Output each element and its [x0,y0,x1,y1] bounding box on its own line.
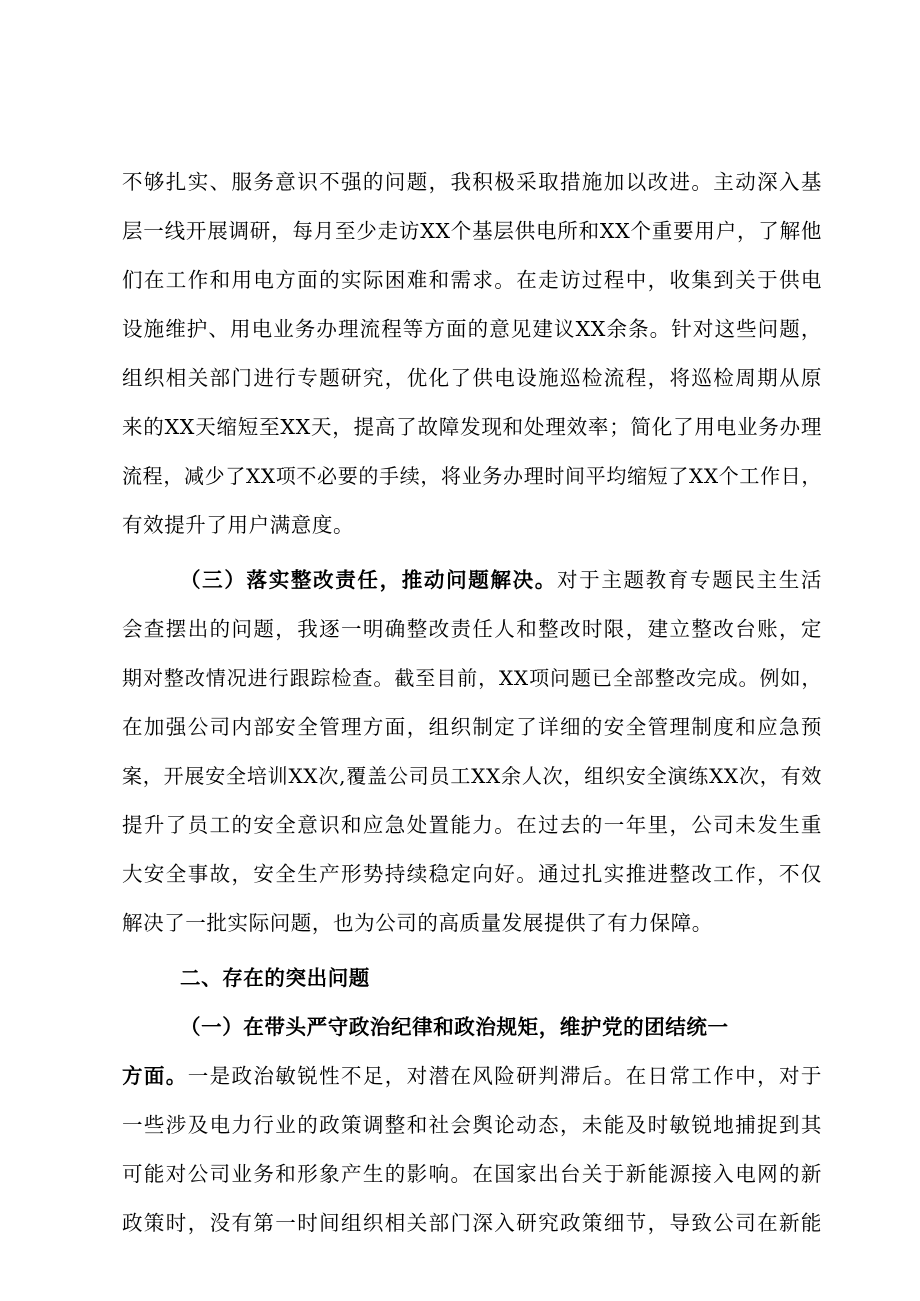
paragraph1-line-5: 组织相关部门进行专题研究，优化了供电设施巡检流程，将巡检周期从原 [122,366,822,390]
paragraph3-line-2-text: 一是政治敏锐性不足，对潜在风险研判滞后。在日常工作中，对于 [187,1064,822,1088]
paragraph2-line-3: 期对整改情况进行跟踪检查。截至目前，XX项问题已全部整改完成。例如， [122,666,822,690]
paragraph2-line-2: 会查摆出的问题，我逐一明确整改责任人和整改时限，建立整改台账，定 [122,617,822,641]
paragraph1-line-1: 不够扎实、服务意识不强的问题，我积极采取措施加以改进。主动深入基 [122,170,822,194]
paragraph3-line-3: 一些涉及电力行业的政策调整和社会舆论动态，未能及时敏锐地捕捉到其 [122,1113,822,1137]
subsection-heading-1-line-2: 方面。 [122,1064,188,1088]
paragraph2-line-4: 在加强公司内部安全管理方面，组织制定了详细的安全管理制度和应急预 [122,715,822,739]
subsection-heading-1-line-1: （一）在带头严守政治纪律和政治规矩，维护党的团结统一 [180,1015,729,1039]
section-heading-2: 二、存在的突出问题 [180,966,370,990]
paragraph2-line-7: 大安全事故，安全生产形势持续稳定向好。通过扎实推进整改工作，不仅 [122,862,822,886]
paragraph1-line-4: 设施维护、用电业务办理流程等方面的意见建议XX余条。针对这些问题， [122,317,822,341]
subsection-heading-3: （三）落实整改责任，推动问题解决。 [180,568,557,592]
paragraph1-line-2: 层一线开展调研，每月至少走访XX个基层供电所和XX个重要用户，了解他 [122,219,822,243]
paragraph1-line-7: 流程，减少了XX项不必要的手续，将业务办理时间平均缩短了XX个工作日， [122,464,822,488]
paragraph2-line-6: 提升了员工的安全意识和应急处置能力。在过去的一年里，公司未发生重 [122,813,822,837]
paragraph1-line-6: 来的XX天缩短至XX天，提高了故障发现和处理效率；简化了用电业务办理 [122,415,822,439]
paragraph3-line-4: 可能对公司业务和形象产生的影响。在国家出台关于新能源接入电网的新 [122,1162,822,1186]
paragraph2-line-8: 解决了一批实际问题，也为公司的高质量发展提供了有力保障。 [122,911,713,935]
paragraph1-line-8: 有效提升了用户满意度。 [122,513,355,537]
paragraph3-line-5: 政策时，没有第一时间组织相关部门深入研究政策细节，导致公司在新能 [122,1211,822,1235]
paragraph1-line-3: 们在工作和用电方面的实际困难和需求。在走访过程中，收集到关于供电 [122,268,822,292]
paragraph2-first-line [180,560,822,600]
paragraph3-line-2 [122,1056,822,1096]
paragraph2-line-5: 案，开展安全培训XX次,覆盖公司员工XX余人次，组织安全演练XX次，有效 [122,764,822,788]
paragraph2-first-line-text: 对于主题教育专题民主生活 [556,568,823,592]
